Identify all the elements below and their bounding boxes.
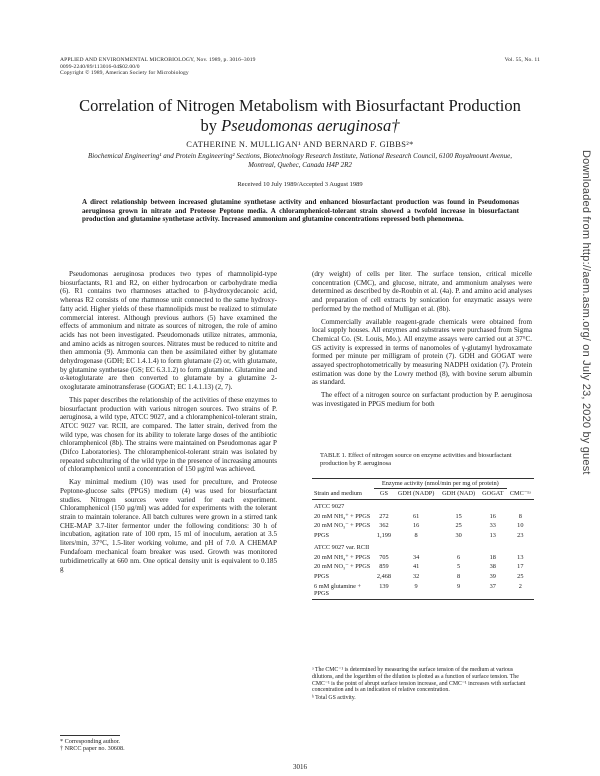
- paragraph: Commercially available reagent-grade chemicals were obtained from local supply houses. All enzymes and substrates were purchased from Sigma Chemical Co. (St. Louis, Mo.). All enzyme assays were carried out at 37°C. GS activity is expressed in terms of nanomoles of γ-glutamyl hydroxamate formed per minute per milligram of protein (7). GDH and GOGAT were assayed spectrophotometrically by measuring NADPH oxidation (7). Protein estimation was done by the Lowry method (8), with bovine serum albumin as standard.: [312, 317, 532, 387]
- table-row: PPGS 1,199 8 30 13 23: [314, 532, 524, 540]
- col-header-enzyme-group: Enzyme activity (nmol/min per mg of protein): [374, 479, 507, 489]
- received-date: Received 10 July 1989/Accepted 3 August 1989: [237, 181, 363, 188]
- paragraph: Kay minimal medium (10) was used for preculture, and Proteose Peptone-glucose salts (PPGS) medium (4) was used for biosurfactant studies. Nitrogen sources were varied for each experiment. Chloramphenicol (150 μg/ml) was added for experiments with the tolerant strain to maintain tolerance. All batch cultures were grown in a stirred tank CHE-MAP 3.7-liter fermentor under the following conditions: 30 h of incubation, agitation rate of 100 rpm, 15 ml of inoculum, aeration at 3.5 liters/min, 37°C, 1.5-liter working volume, and pH of 7.0. A CHEMAP Fundafoam mechanical foam breaker was used. Growth was monitored turbidimetrically at 660 nm. One optical density unit is equivalent to 0.185 g: [60, 478, 277, 574]
- volume-number: Vol. 55, No. 11: [504, 57, 540, 63]
- table-row: 20 mM NO₃⁻ + PPGS 859 41 5 38 17: [314, 563, 524, 571]
- paragraph: This paper describes the relationship of the activities of these enzymes to biosurfactant production with various nitrogen sources. Two strains of P. aeruginosa, a wild type, ATCC 9027, and a chloramphenicol-tolerant strain, ATCC 9027 var. RCII, are compared. The latter strain, derived from the wild type, was chosen for its ability to tolerate large doses of the antibiotic chloramphenicol (8b). The strains were maintained on Pseudomonas agar P (Difco Laboratories). The chloramphenicol-tolerant strain was isolated by repeated subculturing of the wild type in the presence of increasing amounts of chloramphenicol until a concentration of 150 μg/ml was achieved.: [60, 395, 277, 474]
- table-row: 6 mM glutamine + PPGS 139 9 9 37 2: [312, 582, 534, 600]
- col-header-gdh-nadp: GDH (NADP): [397, 490, 435, 498]
- table-row: PPGS 2,468 32 8 39 25: [314, 573, 524, 581]
- author-footnotes: [60, 735, 125, 753]
- issn: 0099-2240/89/113016-04$02.00/0: [60, 63, 140, 70]
- table-footnote-b: ᵇ Total GS activity.: [312, 695, 356, 702]
- table-1: [312, 478, 534, 600]
- abstract: A direct relationship between increased glutamine synthetase activity and enhanced biosurfactant production was found in Pseudomonas aeruginosa grown in nitrate and Proteose Peptone media. A chloramphenicol-tolerant strain showed a twofold increase in biosurfactant production and glutamine synthetase activity. Increased ammonium and glutamine concentrations repressed both phenomena.: [82, 198, 519, 224]
- title-line-2: [60, 116, 540, 136]
- table-footnote-a: ᵃ The CMC⁻¹ is determined by measuring the surface tension of the medium at various dilutions, and the logarithm of the dilution is plotted as a function of surface tension. The CMC⁻¹ is the point of abrupt surface tension increase, and CMC⁻¹ increases with surfactant concentration and is an indication of relative concentration.: [312, 667, 526, 694]
- col-header-strain: Strain and medium: [314, 490, 362, 498]
- copyright: Copyright © 1989, American Society for Microbiology: [60, 70, 189, 77]
- table-row: 20 mM NH₄⁺ + PPGS 705 34 6 18 13: [314, 553, 524, 561]
- col-header-gogat: GOGAT: [482, 490, 504, 498]
- table-row: 20 mM NO₃⁻ + PPGS 362 16 25 33 10: [314, 522, 524, 530]
- page-number: 3016: [293, 763, 307, 771]
- corresponding-author: * Corresponding author.: [60, 738, 120, 745]
- title-organism: Pseudomonas aeruginosa†: [221, 116, 400, 135]
- article-title: [60, 96, 540, 136]
- table-footnotes: [312, 667, 532, 703]
- paragraph: Pseudomonas aeruginosa produces two types of rhamnolipid-type biosurfactants, R1 and R2, on either hydrocarbon or carbohydrate media (6). R1 contains two rhamnoses attached to β-hydroxydecanoic acid, whereas R2 consists of one rhamnose unit connected to the same hydroxy-fatty acid. Higher yields of these rhamnolipids must be realized to stimulate commercial interest. Although previous authors (5) have examined the effects of ammonium and nitrate as sources of nitrogen, the role of amino acids has not been investigated. Pseudomonads utilize nitrates, ammonia, and amino acids as nitrogen sources. Nitrates must be reduced to nitrite and then ammonia (9). Ammonia can then be assimilated either by glutamate dehydrogenase (GDH; EC 1.4.1.4) to form glutamate (2) or, with glutamate, by glutamine synthetase (GS; EC 6.3.1.2) to form glutamine. Glutamine and α-ketoglutarate are then converted to glutamate by a glutamine 2-oxoglutarate aminotransferase (GOGAT; EC 1.4.1.13) (2, 7).: [60, 270, 277, 392]
- download-watermark[interactable]: Downloaded from http://aem.asm.org/ on July 23, 2020 by guest: [580, 150, 592, 475]
- paragraph: (dry weight) of cells per liter. The surface tension, critical micelle concentration (CMC), and glucose, nitrate, and ammonium analyses were determined as described by de-Roubin et al. (4a). P. and amino acid analyses and preparation of cell extracts by sonication for enzymatic assays were performed by the method of Mulligan et al. (8b).: [312, 270, 532, 313]
- nrcc-paper-number: † NRCC paper no. 30608.: [60, 745, 125, 753]
- body-column-left: [60, 270, 277, 578]
- journal-citation: APPLIED AND ENVIRONMENTAL MICROBIOLOGY, Nov. 1989, p. 3016–3019: [60, 57, 256, 63]
- col-header-cmc: CMC⁻¹ᵃ: [509, 490, 531, 498]
- table-caption: TABLE 1. Effect of nitrogen source on enzyme activities and biosurfactant production by P. aeruginosa: [320, 452, 512, 467]
- body-column-right: [312, 270, 532, 413]
- footnote-divider: [60, 735, 120, 736]
- table-row: 20 mM NH₄⁺ + PPGS 272 61 15 16 8: [314, 512, 522, 520]
- table-group-header: ATCC 9027: [314, 502, 345, 510]
- author-list: CATHERINE N. MULLIGAN¹ AND BERNARD F. GIBBS²*: [186, 140, 414, 149]
- running-header: [60, 57, 256, 77]
- affiliation: Biochemical Engineering¹ and Protein Engineering² Sections, Biotechnology Research Institute, National Research Council, 6100 Royalmount Avenue, Montreal, Quebec, Canada H4P 2R2: [88, 152, 512, 169]
- col-header-gdh-nad: GDH (NAD): [442, 490, 476, 498]
- title-line-1: Correlation of Nitrogen Metabolism with Biosurfactant Production: [79, 96, 521, 115]
- table-group-header: ATCC 9027 var. RCII: [314, 543, 370, 551]
- paragraph: The effect of a nitrogen source on surfactant production by P. aeruginosa was investigated in PPGS medium for both: [312, 391, 532, 408]
- col-header-gs: GS: [379, 490, 388, 498]
- title-by: by: [200, 116, 218, 135]
